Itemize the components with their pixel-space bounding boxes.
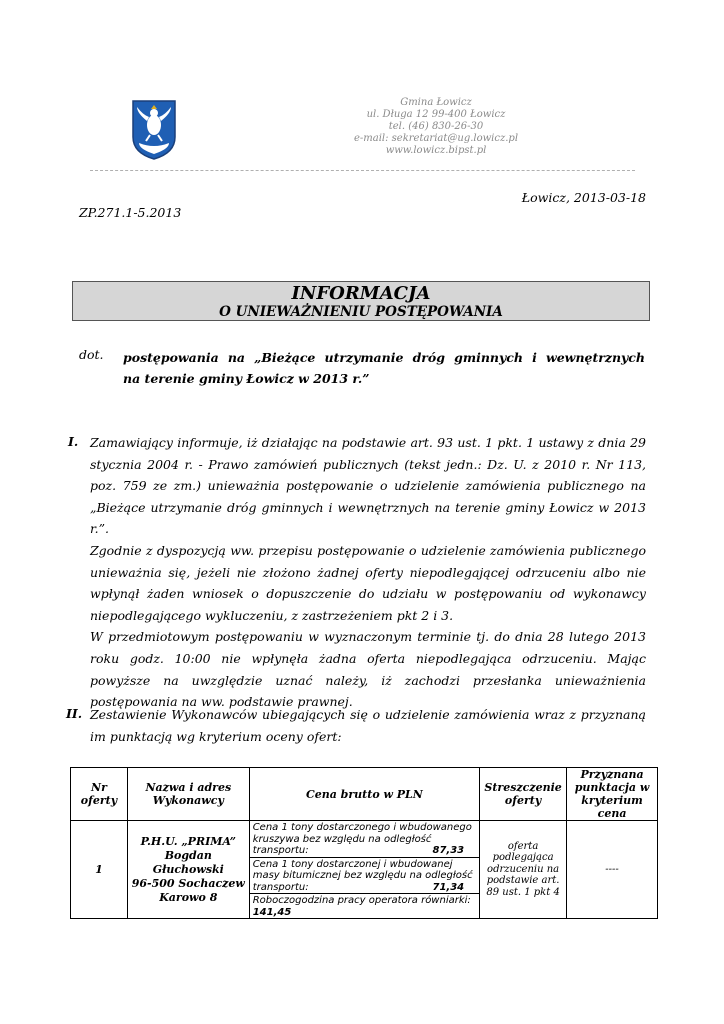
price-item [250, 821, 479, 858]
subject-label: dot. [79, 347, 104, 362]
subject-line-1: postępowania na „Bieżące utrzymanie dróg gminnych i wewnętrznych [123, 350, 645, 365]
price-2-value: 71,34 [432, 881, 465, 893]
subject-text [123, 347, 645, 389]
place-date: Łowicz, 2013-03-18 [521, 190, 646, 205]
section-2-text: Zestawienie Wykonawców ubiegających się o udzielenie zamówienia wraz z przyznaną im punktacją wg kryterium oceny ofert: [90, 707, 646, 744]
org-email: e-mail: sekretariat@ug.lowicz.pl [353, 133, 519, 144]
contractor-line-5: Karowo 8 [159, 890, 218, 904]
price-3-value: 141,45 [252, 906, 292, 918]
header-price: Cena brutto w PLN [249, 768, 479, 821]
contractor-line-3: Głuchowski [152, 862, 224, 876]
reference-number: ZP.271.1-5.2013 [79, 205, 182, 220]
header-name: Nazwa i adres Wykonawcy [127, 768, 249, 821]
contractor-line-1: P.H.U. „PRIMA” [140, 834, 236, 848]
price-3-desc: Roboczogodzina pracy operatora równiarki: [252, 895, 471, 906]
org-phone: tel. (46) 830-26-30 [388, 121, 484, 132]
header-nr: Nr oferty [71, 768, 128, 821]
cell-points: ---- [567, 821, 658, 919]
price-1-value: 87,33 [432, 845, 465, 856]
subject-line-2: na terenie gminy Łowicz w 2013 r.” [123, 371, 370, 386]
cell-nr: 1 [71, 821, 128, 919]
contractor-line-2: Bogdan [164, 848, 212, 862]
summary-text: oferta podlegająca odrzuceniu na podstawie art. 89 ust. 1 pkt 4 [486, 840, 560, 898]
contractor-line-4: 96-500 Sochaczew [131, 876, 245, 890]
section-2-body [90, 704, 646, 747]
price-item [250, 858, 479, 895]
price-item [250, 894, 479, 918]
header-summary: Streszczenie oferty [480, 768, 567, 821]
org-website: www.lowicz.bipst.pl [385, 145, 487, 156]
org-address: ul. Długa 12 99-400 Łowicz [366, 109, 506, 120]
offers-table [70, 767, 658, 919]
banner-subtitle: O UNIEWAŻNIENIU POSTĘPOWANIA [219, 304, 503, 320]
org-name: Gmina Łowicz [400, 97, 472, 108]
coat-of-arms-logo [131, 99, 177, 161]
cell-summary [480, 821, 567, 919]
header-points: Przyznana punktacja w kryterium cena [567, 768, 658, 821]
header-divider [90, 170, 635, 171]
price-1-desc: Cena 1 tony dostarczonego i wbudowanego kruszywa bez względu na odległość transportu: [252, 822, 472, 856]
section-1-paragraph-3: W przedmiotowym postępowaniu w wyznaczonym terminie tj. do dnia 28 lutego 2013 roku godz. 10:00 nie wpłynęła żadna oferta niepodlegająca odrzuceniu. Mając powyższe na uwzględzie uznać należy, iż zachodzi przesłanka unieważnienia postępowania na ww. podstawie prawnej. [90, 629, 646, 710]
price-2-desc: Cena 1 tony dostarczonej i wbudowanej masy bitumicznej bez względu na odległość transportu: [252, 858, 473, 893]
section-1-paragraph-1: Zamawiający informuje, iż działając na podstawie art. 93 ust. 1 pkt. 1 ustawy z dnia 29 stycznia 2004 r. - Prawo zamówień publicznych (tekst jedn.: Dz. U. z 2010 r. Nr 113, poz. 759 ze zm.) unieważnia postępowanie o udzielenie zamówienia publicznego na „Bieżące utrzymanie dróg gminnych i wewnętrznych na terenie gminy Łowicz w 2013 r.”. [90, 435, 646, 537]
section-1-number: I. [68, 434, 79, 449]
table-header-row [71, 768, 658, 821]
cell-prices [249, 821, 479, 919]
banner-title: INFORMACJA [291, 283, 431, 304]
section-2-number: II. [66, 706, 83, 721]
table-row [71, 821, 658, 919]
section-1-paragraph-2: Zgodnie z dyspozycją ww. przepisu postępowanie o udzielenie zamówienia publicznego unieważnia się, jeżeli nie złożono żadnej oferty niepodlegającej odrzuceniu albo nie wpłynął żaden wniosek o dopuszczenie do udziału w postępowaniu od wykonawcy niepodlegającego wykluczeniu, z zastrzeżeniem pkt 2 i 3. [90, 542, 646, 623]
contact-block [300, 97, 572, 157]
section-1-body [90, 432, 646, 713]
title-banner [72, 281, 650, 321]
cell-contractor [127, 821, 249, 919]
